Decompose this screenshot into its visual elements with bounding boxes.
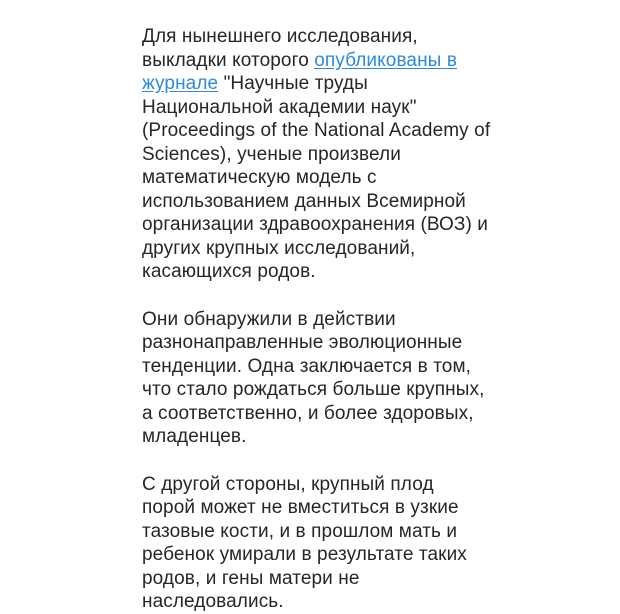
paragraph-1-text-before-link: Для нынешнего исследования, выкладки которого xyxy=(142,26,418,71)
journal-link[interactable]: опубликованы в журнале xyxy=(142,49,458,94)
paragraph-3: С другой стороны, крупный плод порой может не вместиться в узкие тазовые кости, и в прошлом мать и ребенок умирали в результате таких родов, и гены матери не наследовались. xyxy=(142,473,467,612)
paragraph-2: Они обнаружили в действии разнонаправленные эволюционные тенденции. Одна заключается в том, что стало рождаться больше крупных, а соответственно, и более здоровых, младенцев. xyxy=(142,308,485,447)
paragraph-1-text-after-link: "Научные труды Национальной академии наук" (Proceedings of the National Academy of Sciences), ученые произвели математическую модель с использованием данных Всемирной организации здравоохранения (ВОЗ) и других крупных исследований, касающихся родов. xyxy=(142,73,491,282)
article-body xyxy=(142,25,492,614)
paragraph-1 xyxy=(142,25,492,284)
